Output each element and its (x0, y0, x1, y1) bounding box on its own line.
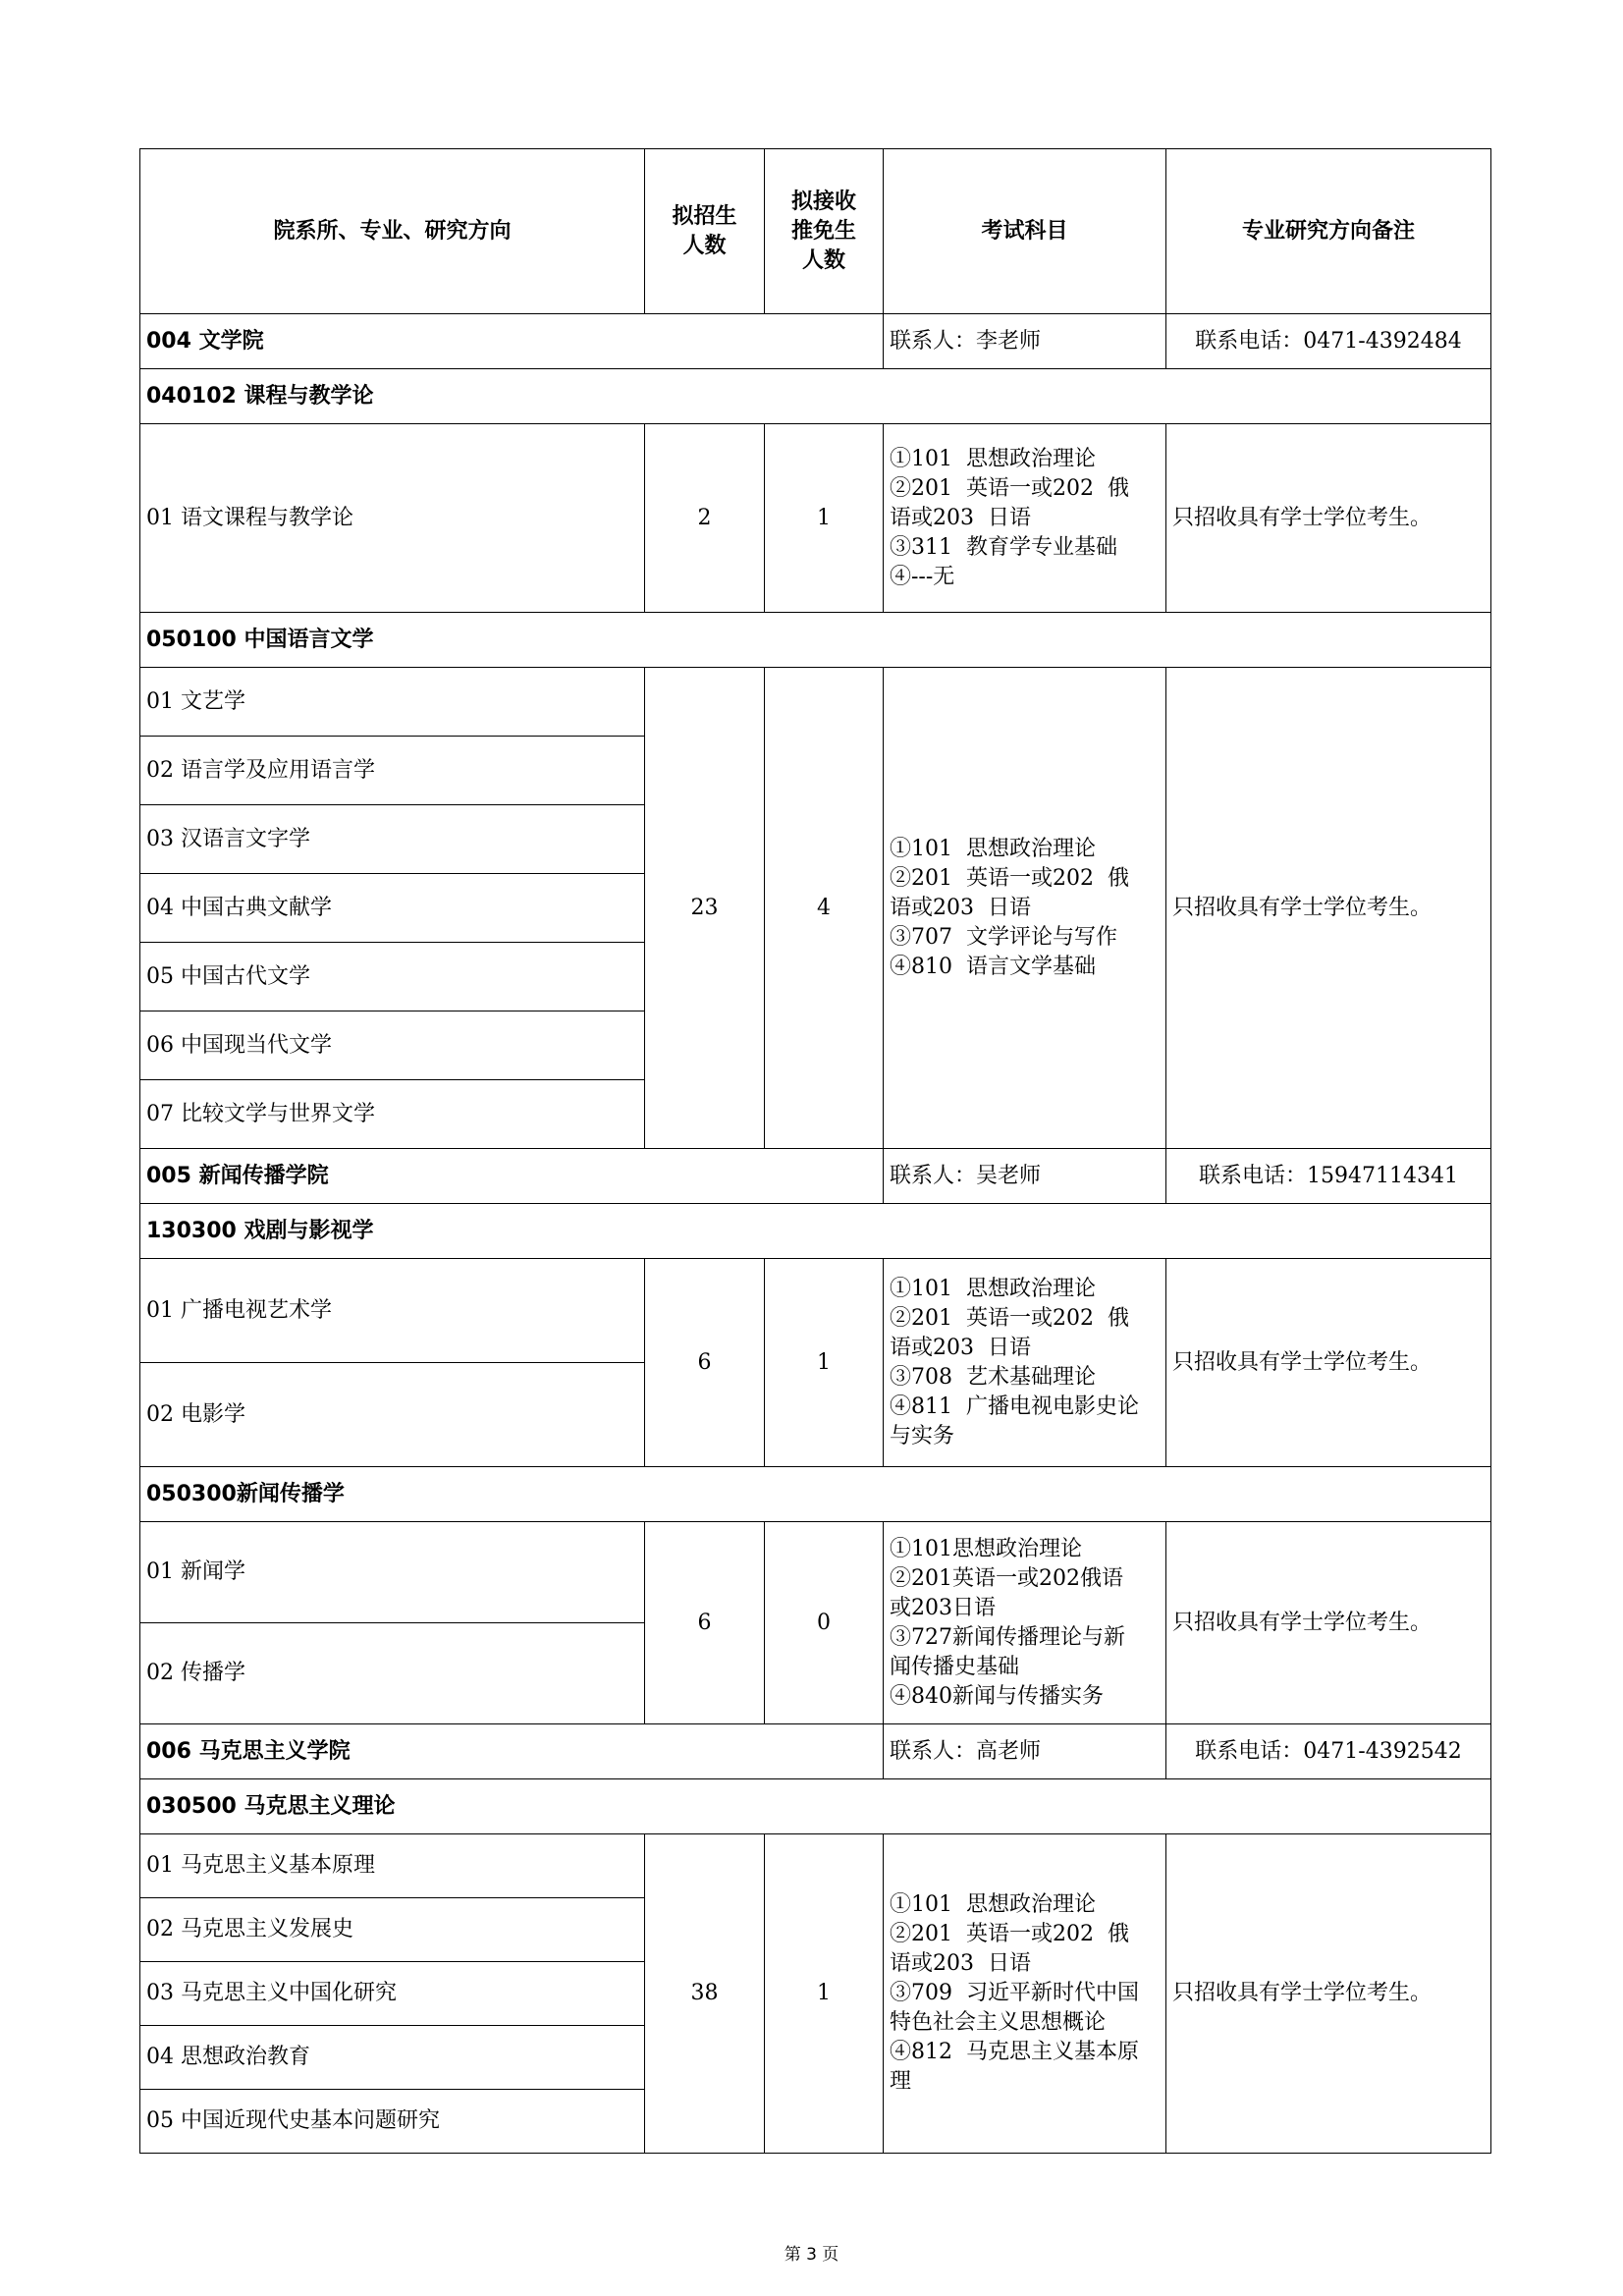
exam-subject-line: ①101思想政治理论 (890, 1536, 1082, 1561)
department-name: 006 马克思主义学院 (140, 1724, 884, 1779)
exempt-count: 1 (765, 1259, 884, 1467)
header-enroll-line: 人数 (682, 233, 727, 258)
department-name: 004 文学院 (140, 314, 884, 369)
exam-subject-line: ①101 思想政治理论 (890, 446, 1096, 471)
exam-subjects (884, 1259, 1166, 1467)
exam-subject-line: ①101 思想政治理论 (890, 1892, 1096, 1917)
department-row (140, 1149, 1491, 1204)
major-name: 030500 马克思主义理论 (140, 1779, 1491, 1834)
page-number: 第 3 页 (784, 2245, 839, 2265)
direction-row (140, 424, 1491, 613)
header-enroll (645, 149, 765, 314)
department-contact: 联系人：李老师 (884, 314, 1166, 369)
exam-subject-line: ④840新闻与传播实务 (890, 1683, 1104, 1709)
exam-subject-line: ④810 语言文学基础 (890, 954, 1096, 979)
exempt-count: 1 (765, 1834, 884, 2154)
direction-name: 05 中国近现代史基本问题研究 (140, 2090, 645, 2154)
major-row (140, 1779, 1491, 1834)
department-phone: 联系电话：0471-4392542 (1166, 1724, 1491, 1779)
direction-row (140, 1259, 1491, 1363)
department-contact: 联系人：吴老师 (884, 1149, 1166, 1204)
exam-subject-line: ②201 英语一或202 俄 (890, 1922, 1129, 1946)
exam-subject-line: ②201 英语一或202 俄 (890, 865, 1129, 891)
enroll-count: 2 (645, 424, 765, 613)
exam-subject-line: ②201 英语一或202 俄 (890, 1305, 1129, 1331)
direction-name: 01 新闻学 (140, 1522, 645, 1623)
major-name: 050100 中国语言文学 (140, 613, 1491, 668)
header-enroll-line: 拟招生 (672, 203, 737, 229)
department-phone: 联系电话：15947114341 (1166, 1149, 1491, 1204)
header-exempt-line: 拟接收 (790, 189, 856, 214)
direction-name: 01 马克思主义基本原理 (140, 1834, 645, 1898)
major-name: 130300 戏剧与影视学 (140, 1204, 1491, 1259)
header-exam: 考试科目 (884, 149, 1166, 314)
exam-subject-line: ③311 教育学专业基础 (890, 534, 1117, 560)
exam-subjects (884, 424, 1166, 613)
major-row (140, 369, 1491, 424)
major-note: 只招收具有学士学位考生。 (1166, 668, 1491, 1149)
direction-name: 06 中国现当代文学 (140, 1011, 645, 1080)
exempt-count: 4 (765, 668, 884, 1149)
exempt-count: 0 (765, 1522, 884, 1724)
exam-subject-line: 与实务 (890, 1423, 955, 1449)
exam-subject-line: 理 (890, 2069, 912, 2094)
exam-subject-line: ③707 文学评论与写作 (890, 924, 1117, 950)
header-exempt (765, 149, 884, 314)
exempt-count: 1 (765, 424, 884, 613)
exam-subject-line: ③708 艺术基础理论 (890, 1364, 1096, 1390)
exam-subjects (884, 1522, 1166, 1724)
admissions-table (139, 148, 1491, 2154)
major-row (140, 613, 1491, 668)
exam-subject-line: ②201英语一或202俄语 (890, 1565, 1123, 1591)
direction-name: 01 文艺学 (140, 668, 645, 737)
direction-name: 03 汉语言文字学 (140, 805, 645, 874)
enroll-count: 38 (645, 1834, 765, 2154)
direction-name: 01 广播电视艺术学 (140, 1259, 645, 1363)
exam-subject-line: 语或203 日语 (890, 1335, 1031, 1360)
exam-subject-line: 语或203 日语 (890, 895, 1031, 920)
direction-name: 07 比较文学与世界文学 (140, 1080, 645, 1149)
direction-row (140, 668, 1491, 737)
exam-subjects (884, 668, 1166, 1149)
direction-name: 02 马克思主义发展史 (140, 1898, 645, 1962)
direction-row (140, 1834, 1491, 1898)
exam-subject-line: ③727新闻传播理论与新 (890, 1624, 1125, 1650)
direction-row (140, 1522, 1491, 1623)
major-name: 040102 课程与教学论 (140, 369, 1491, 424)
exam-subject-line: 闻传播史基础 (890, 1654, 1020, 1679)
major-note: 只招收具有学士学位考生。 (1166, 1522, 1491, 1724)
header-exempt-line: 推免生 (790, 218, 856, 244)
enroll-count: 23 (645, 668, 765, 1149)
major-note: 只招收具有学士学位考生。 (1166, 1834, 1491, 2154)
exam-subject-line: 语或203 日语 (890, 1951, 1031, 1976)
header-row (140, 149, 1491, 314)
direction-name: 02 电影学 (140, 1363, 645, 1467)
header-exempt-line: 人数 (801, 247, 845, 273)
direction-name: 02 传播学 (140, 1623, 645, 1724)
admissions-table-sheet (139, 148, 1490, 2156)
exam-subject-line: ④---无 (890, 564, 955, 589)
department-contact: 联系人：高老师 (884, 1724, 1166, 1779)
enroll-count: 6 (645, 1259, 765, 1467)
major-note: 只招收具有学士学位考生。 (1166, 424, 1491, 613)
exam-subject-line: ④811 广播电视电影史论 (890, 1394, 1139, 1419)
major-note: 只招收具有学士学位考生。 (1166, 1259, 1491, 1467)
exam-subjects (884, 1834, 1166, 2154)
major-name: 050300新闻传播学 (140, 1467, 1491, 1522)
exam-subject-line: ④812 马克思主义基本原 (890, 2040, 1139, 2064)
department-phone: 联系电话：0471-4392484 (1166, 314, 1491, 369)
department-row (140, 314, 1491, 369)
department-name: 005 新闻传播学院 (140, 1149, 884, 1204)
exam-subject-line: 或203日语 (890, 1595, 996, 1620)
header-notes: 专业研究方向备注 (1166, 149, 1491, 314)
direction-name: 02 语言学及应用语言学 (140, 737, 645, 805)
table-body (140, 149, 1491, 2154)
direction-name: 03 马克思主义中国化研究 (140, 1962, 645, 2026)
direction-name: 01 语文课程与教学论 (140, 424, 645, 613)
direction-name: 04 思想政治教育 (140, 2026, 645, 2090)
header-direction: 院系所、专业、研究方向 (140, 149, 645, 314)
exam-subject-line: ③709 习近平新时代中国 (890, 1981, 1139, 2005)
exam-subject-line: 特色社会主义思想概论 (890, 2010, 1107, 2035)
exam-subject-line: ②201 英语一或202 俄 (890, 475, 1129, 501)
major-row (140, 1204, 1491, 1259)
direction-name: 04 中国古典文献学 (140, 874, 645, 943)
department-row (140, 1724, 1491, 1779)
enroll-count: 6 (645, 1522, 765, 1724)
exam-subject-line: 语或203 日语 (890, 505, 1031, 530)
exam-subject-line: ①101 思想政治理论 (890, 1276, 1096, 1301)
direction-name: 05 中国古代文学 (140, 943, 645, 1011)
exam-subject-line: ①101 思想政治理论 (890, 836, 1096, 861)
major-row (140, 1467, 1491, 1522)
